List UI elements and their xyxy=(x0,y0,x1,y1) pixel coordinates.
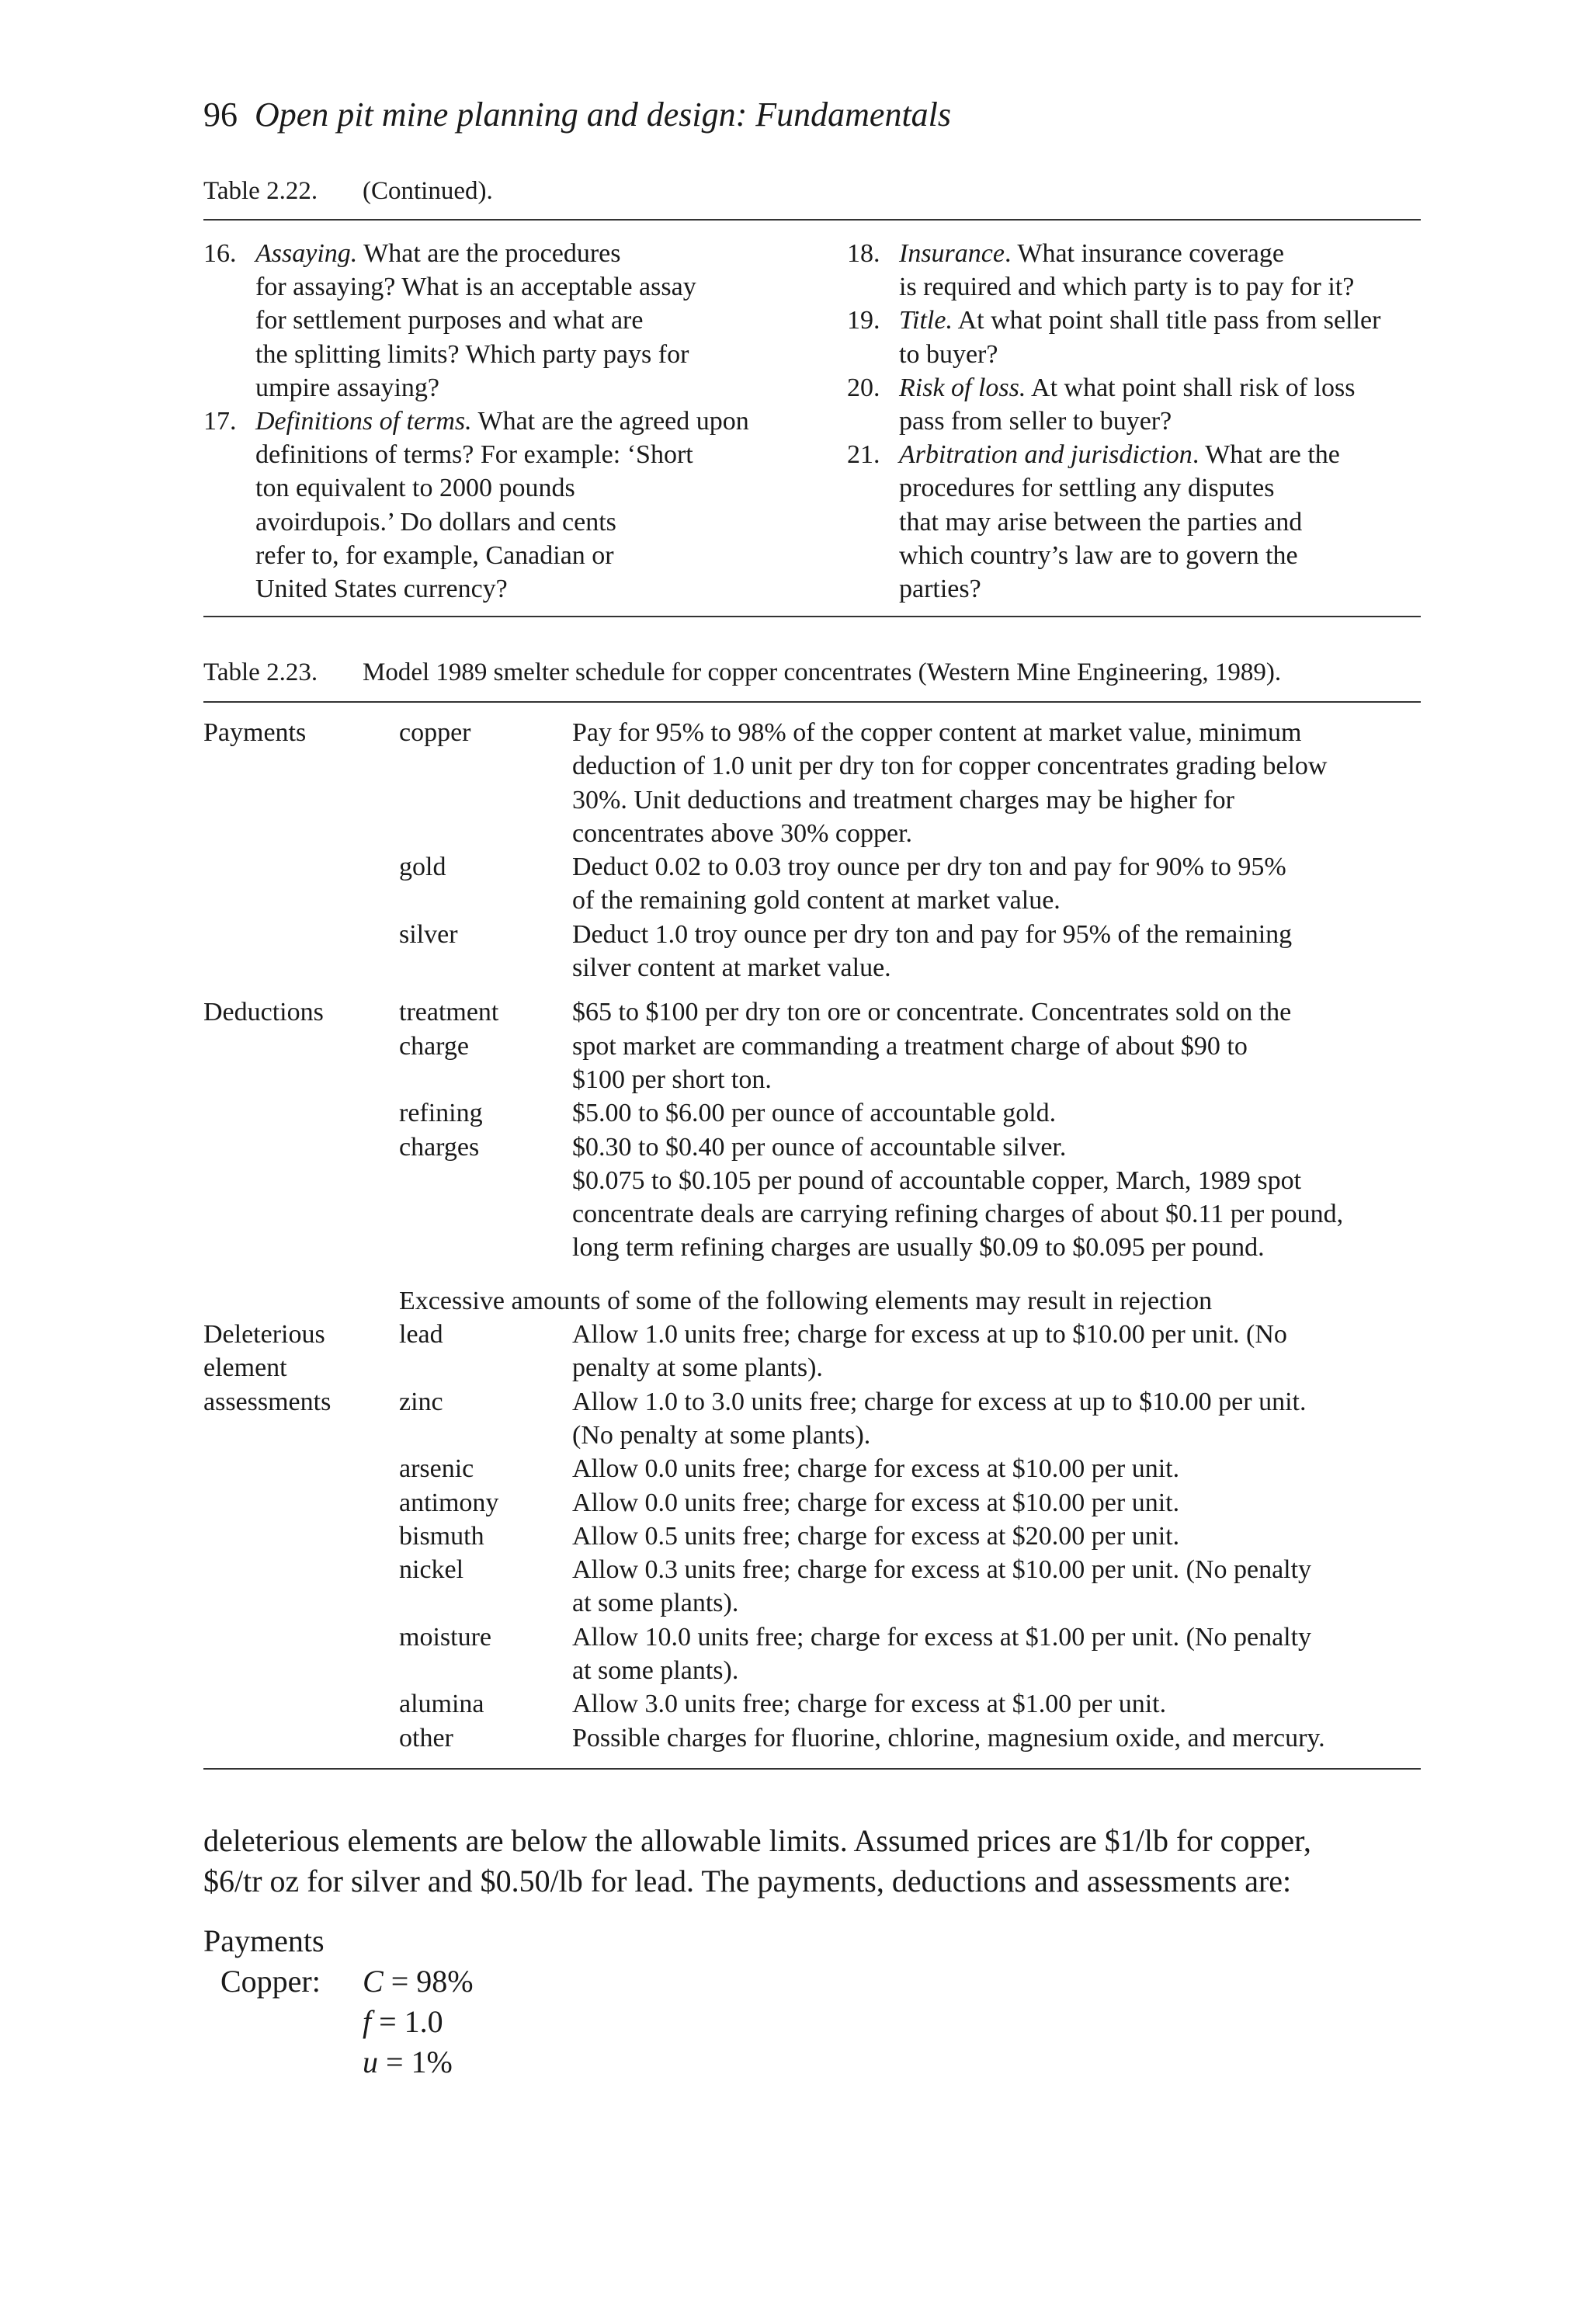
item-description: Allow 1.0 units free; charge for excess at up to $10.00 per unit. (No penalty at some plants). xyxy=(572,1320,1287,1383)
caption-label: Table 2.23. xyxy=(203,658,318,686)
table-row xyxy=(203,918,1421,985)
item-number: 16. xyxy=(203,239,237,268)
item-name: copper xyxy=(399,718,471,747)
item-description: Pay for 95% to 98% of the copper content at market value, minimum deduction of 1.0 unit per dry ton for copper concentrates grading below 30%. Unit deductions and treatment charges may be higher for concentrates above 30% copper. xyxy=(572,718,1328,848)
equation: f = 1.0 xyxy=(363,2004,443,2039)
item-description: Allow 0.0 units free; charge for excess at $10.00 per unit. xyxy=(572,1488,1180,1517)
table-row xyxy=(203,995,1421,1096)
item-number: 18. xyxy=(847,239,880,268)
equation-row xyxy=(203,2042,453,2083)
equation-row xyxy=(203,1961,474,2002)
caption-text: (Continued). xyxy=(363,177,493,205)
item-name: lead xyxy=(399,1320,443,1350)
table-bottom-rule xyxy=(203,1768,1421,1770)
table-row xyxy=(203,1096,1421,1264)
item-description: Deduct 0.02 to 0.03 troy ounce per dry ton and pay for 90% to 95% of the remaining gold content at market value. xyxy=(572,853,1286,915)
item-name: treatment charge xyxy=(399,998,499,1061)
item-term: Insurance xyxy=(899,239,1005,268)
table-top-rule xyxy=(203,219,1421,221)
category-label: Deductions xyxy=(203,998,324,1027)
table-row xyxy=(203,1687,1421,1721)
deleterious-section xyxy=(203,1318,1421,1755)
body-paragraph: deleterious elements are below the allowable limits. Assumed prices are $1/lb for copper, $6/tr oz for silver and $0.50/lb for lead. The payments, deductions and assessments are: xyxy=(203,1823,1311,1898)
table-2-22-caption xyxy=(203,175,493,207)
item-term: Definitions of terms. xyxy=(255,407,472,436)
item-term: Title. xyxy=(899,306,953,335)
caption-text: Model 1989 smelter schedule for copper concentrates (Western Mine Engineering, 1989). xyxy=(363,658,1282,686)
table-row xyxy=(203,850,1421,918)
table-2-23-caption xyxy=(203,657,1281,688)
page-number: 96 xyxy=(203,96,238,134)
table-row xyxy=(203,716,1421,850)
item-name: alumina xyxy=(399,1690,484,1719)
caption-label: Table 2.22. xyxy=(203,177,318,205)
table-row xyxy=(203,1452,1421,1485)
payments-heading: Payments xyxy=(203,1923,325,1958)
table-row xyxy=(203,1520,1421,1553)
deductions-section xyxy=(203,995,1421,1264)
table-row xyxy=(203,1621,1421,1688)
item-number: 21. xyxy=(847,440,880,470)
item-name: zinc xyxy=(399,1387,443,1416)
item-name: refining charges xyxy=(399,1099,483,1162)
table-bottom-rule xyxy=(203,616,1421,617)
equation: u = 1% xyxy=(363,2044,453,2079)
list-item: 18. Insurance. What insurance coverage is required and which party is to pay for it? xyxy=(847,237,1437,304)
item-name: silver xyxy=(399,919,458,949)
item-term: Assaying. xyxy=(255,239,358,268)
item-number: 17. xyxy=(203,407,237,436)
table-left-column xyxy=(203,237,793,606)
equation-row xyxy=(203,2002,443,2042)
table-row xyxy=(203,1385,1421,1453)
list-item: 17. Definitions of terms. What are the agreed upon definitions of terms? For example: ‘Short ton equivalent to 2000 pounds avoirdupois.’ Do dollars and cents refer to, for example, Canadian or United States currency? xyxy=(203,405,793,606)
item-description: $5.00 to $6.00 per ounce of accountable gold. $0.30 to $0.40 per ounce of accountable silver. $0.075 to $0.105 per pound of accountable copper, March, 1989 spot concentrate deals are carrying refining charges of about $0.11 per pound, long term refining charges are usually $0.09 to $0.095 per pound. xyxy=(572,1099,1344,1263)
item-description: Allow 0.0 units free; charge for excess at $10.00 per unit. xyxy=(572,1454,1180,1484)
table-row xyxy=(203,1318,1421,1385)
item-description: $65 to $100 per dry ton ore or concentrate. Concentrates sold on the spot market are commanding a treatment charge of about $90 to $100 per short ton. xyxy=(572,998,1292,1094)
copper-label: Copper: xyxy=(220,1964,321,1999)
item-description: Deduct 1.0 troy ounce per dry ton and pay for 95% of the remaining silver content at market value. xyxy=(572,919,1293,983)
item-name: moisture xyxy=(399,1622,491,1652)
item-number: 19. xyxy=(847,306,880,335)
item-description: Allow 10.0 units free; charge for excess at $1.00 per unit. (No penalty at some plants). xyxy=(572,1622,1312,1686)
table-row xyxy=(203,1721,1421,1755)
table-2-23 xyxy=(203,716,1421,1755)
item-term: Risk of loss. xyxy=(899,373,1026,402)
item-term: Arbitration and jurisdiction xyxy=(899,440,1192,470)
item-name: other xyxy=(399,1723,453,1753)
list-item: 16. Assaying. What are the procedures for assaying? What is an acceptable assay for settlement purposes and what are the splitting limits? Which party pays for umpire assaying? xyxy=(203,237,793,405)
list-item: 19. Title. At what point shall title pass from seller to buyer? xyxy=(847,304,1437,370)
item-name: arsenic xyxy=(399,1454,474,1484)
item-description: Allow 0.3 units free; charge for excess at $10.00 per unit. (No penalty at some plants). xyxy=(572,1555,1312,1618)
item-name: antimony xyxy=(399,1488,499,1517)
payments-calculation xyxy=(203,1921,474,2083)
item-name: nickel xyxy=(399,1555,464,1585)
list-item: 21. Arbitration and jurisdiction. What are the procedures for settling any disputes that may arise between the parties and which country’s law are to govern the parties? xyxy=(847,438,1437,606)
table-row xyxy=(203,1553,1421,1621)
item-description: Possible charges for fluorine, chlorine, magnesium oxide, and mercury. xyxy=(572,1723,1325,1753)
table-right-column xyxy=(847,237,1437,606)
item-name: gold xyxy=(399,853,446,882)
item-description: Allow 3.0 units free; charge for excess at $1.00 per unit. xyxy=(572,1690,1167,1719)
item-description: Allow 1.0 to 3.0 units free; charge for excess at up to $10.00 per unit. (No penalty at some plants). xyxy=(572,1387,1307,1450)
book-title: Open pit mine planning and design: Fundamentals xyxy=(255,96,952,134)
item-description: Allow 0.5 units free; charge for excess at $20.00 per unit. xyxy=(572,1521,1180,1551)
item-number: 20. xyxy=(847,373,880,402)
category-label: Deleterious element assessments xyxy=(203,1320,332,1416)
table-top-rule xyxy=(203,701,1421,703)
rejection-note: Excessive amounts of some of the following elements may result in rejection xyxy=(399,1286,1213,1315)
running-head xyxy=(203,93,951,137)
category-label: Payments xyxy=(203,718,307,747)
list-item: 20. Risk of loss. At what point shall risk of loss pass from seller to buyer? xyxy=(847,371,1437,438)
table-row xyxy=(203,1486,1421,1520)
equation: C = 98% xyxy=(363,1964,474,1999)
item-name: bismuth xyxy=(399,1521,484,1551)
payments-section xyxy=(203,716,1421,985)
